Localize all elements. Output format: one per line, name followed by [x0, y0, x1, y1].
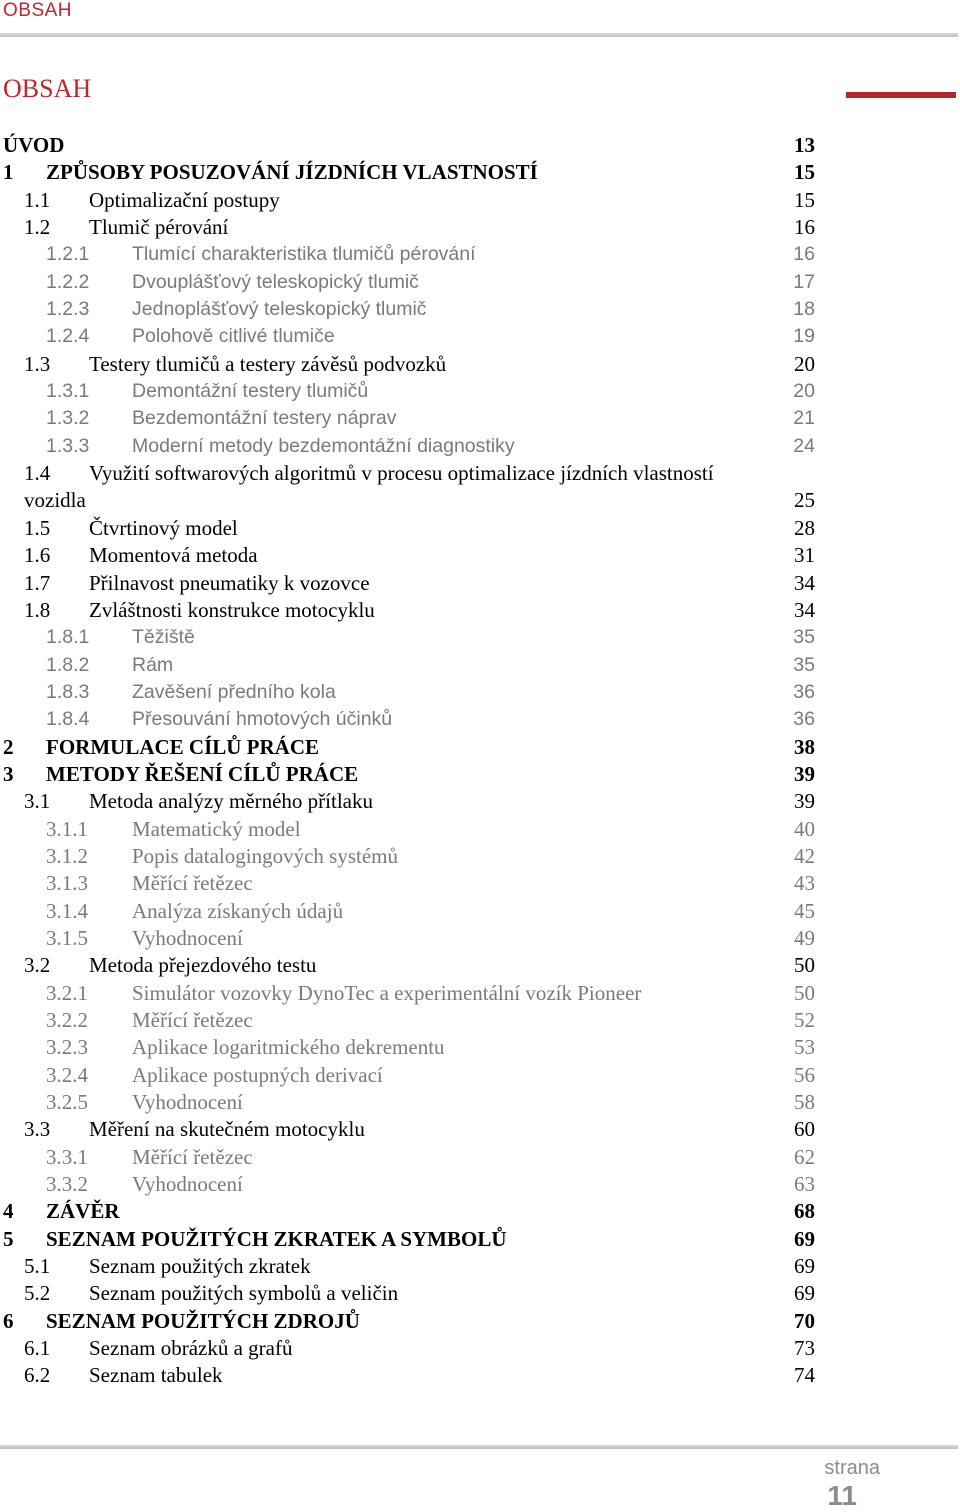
toc-entry[interactable] [0, 159, 960, 186]
toc-entry-page: 34 [794, 570, 815, 595]
toc-entry[interactable] [0, 187, 960, 214]
toc-entry-number: 1.8 [24, 597, 51, 622]
toc-entry-title: Demontážní testery tlumičů [132, 380, 369, 403]
toc-entry[interactable] [0, 1362, 960, 1389]
toc-entry[interactable] [0, 980, 960, 1007]
toc-entry[interactable] [0, 679, 960, 706]
toc-entry[interactable] [0, 1007, 960, 1034]
toc-entry-number: 3.1.2 [46, 843, 88, 868]
toc-entry-number: 3.1.3 [46, 871, 88, 896]
toc-entry-page: 16 [793, 243, 815, 266]
toc-entry-title: Optimalizační postupy [89, 187, 280, 212]
toc-entry-page: 50 [794, 953, 815, 978]
toc-entry[interactable] [0, 542, 960, 569]
footer-page-number: 11 [827, 1480, 857, 1511]
toc-entry-number: 5.2 [24, 1281, 51, 1306]
toc-entry-title: Metoda přejezdového testu [89, 953, 317, 978]
toc-entry-page: 43 [794, 871, 815, 896]
toc-entry-page: 69 [794, 1226, 815, 1251]
toc-entry[interactable] [0, 870, 960, 897]
toc-entry-title: Bezdemontážní testery náprav [132, 407, 397, 430]
toc-entry-number: 1.8.1 [46, 626, 90, 649]
toc-entry-number: 5 [3, 1226, 14, 1251]
toc-entry-number: 4 [3, 1199, 14, 1224]
toc-entry-number: 3.1.1 [46, 816, 88, 841]
toc-entry[interactable] [0, 433, 960, 460]
toc-entry-number: 3.1.5 [46, 925, 88, 950]
toc-entry-title: Tlumič pérování [89, 215, 229, 240]
header-divider [0, 33, 958, 37]
toc-entry-number: 1 [3, 160, 14, 185]
toc-entry-number: 1.1 [24, 187, 51, 212]
toc-entry-title: Polohově citlivé tlumiče [132, 325, 335, 348]
toc-entry-number: 6.1 [24, 1336, 51, 1361]
toc-entry[interactable] [0, 1062, 960, 1089]
toc-entry-page: 69 [794, 1281, 815, 1306]
footer-divider [0, 1445, 958, 1449]
toc-entry-title: ZÁVĚR [46, 1199, 120, 1224]
toc-entry-title: Tlumící charakteristika tlumičů pérování [132, 243, 476, 266]
toc-entry[interactable] [0, 132, 960, 159]
toc-entry-number: 1.8.3 [46, 680, 90, 703]
toc-entry-page: 39 [794, 789, 815, 814]
toc-entry[interactable] [0, 1280, 960, 1307]
toc-entry[interactable] [0, 597, 960, 624]
toc-entry-title: Využití softwarových algoritmů v procesu optimalizace jízdních vlastností [89, 461, 714, 486]
toc-entry-page: 19 [793, 325, 815, 348]
toc-entry-page: 20 [794, 351, 815, 376]
toc-entry-title: Popis datalogingových systémů [132, 843, 398, 868]
toc-entry[interactable] [0, 1034, 960, 1061]
toc-entry[interactable] [0, 1253, 960, 1280]
toc-entry[interactable] [0, 323, 960, 350]
toc-entry-page: 40 [794, 816, 815, 841]
toc-entry-page: 45 [794, 898, 815, 923]
toc-entry-page: 28 [794, 515, 815, 540]
toc-entry[interactable] [0, 214, 960, 241]
toc-entry[interactable] [0, 1171, 960, 1198]
toc-entry[interactable] [0, 1226, 960, 1253]
toc-entry[interactable] [0, 952, 960, 979]
toc-entry-number: 1.8.2 [46, 653, 90, 676]
toc-entry-title: Rám [132, 653, 174, 676]
toc-entry-page: 18 [793, 298, 815, 321]
toc-entry[interactable] [0, 405, 960, 432]
toc-entry-page: 38 [794, 734, 815, 759]
toc-entry[interactable] [0, 515, 960, 542]
toc-entry-page: 36 [793, 680, 815, 703]
toc-entry[interactable] [0, 269, 960, 296]
toc-entry[interactable] [0, 898, 960, 925]
toc-entry[interactable] [0, 378, 960, 405]
toc-entry-number: 1.4 [24, 461, 51, 486]
toc-entry-number: 1.2.1 [46, 243, 90, 266]
toc-entry[interactable] [0, 1335, 960, 1362]
toc-entry-number: 3.3.2 [46, 1172, 88, 1197]
toc-entry[interactable] [0, 296, 960, 323]
toc-entry-title: Čtvrtinový model [89, 515, 238, 540]
toc-entry-number: 3 [3, 761, 14, 786]
toc-entry-title: Měřící řetězec [132, 871, 253, 896]
toc-entry-number: 1.7 [24, 570, 51, 595]
toc-entry-number: 3.2.1 [46, 980, 88, 1005]
toc-entry-title: Momentová metoda [89, 543, 258, 568]
toc-entry-number: 3.3 [24, 1117, 51, 1142]
toc-entry-number: 3.1.4 [46, 898, 88, 923]
toc-entry-title: Těžiště [132, 626, 195, 649]
toc-entry-page: 15 [794, 160, 815, 185]
toc-entry-number: 1.3.2 [46, 407, 90, 430]
toc-entry-title: Moderní metody bezdemontážní diagnostiky [132, 434, 515, 457]
page-title: OBSAH [3, 74, 92, 103]
toc-entry-number: 6.2 [24, 1363, 51, 1388]
toc-entry-number: 1.6 [24, 543, 51, 568]
toc-entry-number: 1.8.4 [46, 708, 90, 731]
toc-entry-title: FORMULACE CÍLŮ PRÁCE [46, 734, 319, 759]
toc-entry[interactable] [0, 570, 960, 597]
toc-entry-page: 70 [794, 1308, 815, 1333]
toc-entry-page: 73 [794, 1336, 815, 1361]
toc-entry[interactable] [0, 487, 960, 514]
toc-entry-title: Aplikace logaritmického dekrementu [132, 1035, 445, 1060]
toc-entry-title: Vyhodnocení [132, 1172, 243, 1197]
toc-entry-title: vozidla [24, 488, 86, 513]
toc-entry-number: 6 [3, 1308, 14, 1333]
toc-entry-title: Aplikace postupných derivací [132, 1062, 383, 1087]
toc-entry-title: Dvouplášťový teleskopický tlumič [132, 270, 419, 293]
toc-entry-number: 3.2 [24, 953, 51, 978]
toc-entry-number: 1.2.2 [46, 270, 90, 293]
toc-entry[interactable] [0, 624, 960, 651]
toc-entry-title: SEZNAM POUŽITÝCH ZKRATEK A SYMBOLŮ [46, 1226, 507, 1251]
toc-entry[interactable] [0, 816, 960, 843]
toc-entry-title: SEZNAM POUŽITÝCH ZDROJŮ [46, 1308, 360, 1333]
toc-entry-number: 5.1 [24, 1254, 51, 1279]
toc-entry-page: 36 [793, 708, 815, 731]
toc-entry-number: 1.3.1 [46, 380, 90, 403]
running-header: OBSAH [3, 0, 73, 21]
toc-entry-page: 31 [794, 543, 815, 568]
toc-entry-number: ÚVOD [3, 133, 65, 157]
toc-entry-title: Jednoplášťový teleskopický tlumič [132, 298, 427, 321]
toc-entry-title: Seznam obrázků a grafů [89, 1336, 293, 1361]
toc-entry-title: Měřící řetězec [132, 1144, 253, 1169]
toc-entry[interactable] [0, 1308, 960, 1335]
toc-entry-page: 15 [794, 187, 815, 212]
toc-entry[interactable] [0, 1198, 960, 1225]
toc-entry-title: Vyhodnocení [132, 1090, 243, 1115]
toc-entry[interactable] [0, 706, 960, 733]
toc-entry-page: 16 [794, 215, 815, 240]
toc-entry-number: 1.2 [24, 215, 51, 240]
toc-entry-title: Simulátor vozovky DynoTec a experimentální vozík Pioneer [132, 980, 642, 1005]
toc-entry-title: Zavěšení předního kola [132, 680, 336, 703]
toc-entry-title: Seznam použitých zkratek [89, 1254, 311, 1279]
toc-entry-page: 34 [794, 597, 815, 622]
toc-entry[interactable] [0, 460, 960, 487]
toc-entry-title: Testery tlumičů a testery závěsů podvozků [89, 351, 447, 376]
toc-entry-page: 42 [794, 843, 815, 868]
toc-entry-page: 53 [794, 1035, 815, 1060]
toc-entry[interactable] [0, 1089, 960, 1116]
toc-entry-title: Matematický model [132, 816, 301, 841]
toc-entry-title: Měření na skutečném motocyklu [89, 1117, 365, 1142]
toc-entry-title: Zvláštnosti konstrukce motocyklu [89, 597, 375, 622]
toc-entry-page: 17 [793, 270, 815, 293]
toc-entry[interactable] [0, 843, 960, 870]
toc-entry-title: Měřící řetězec [132, 1008, 253, 1032]
toc-entry-number: 3.2.5 [46, 1090, 88, 1115]
toc-entry-page: 21 [793, 407, 815, 430]
toc-entry[interactable] [0, 652, 960, 679]
toc-entry-title: Seznam použitých symbolů a veličin [89, 1281, 399, 1306]
toc-entry-page: 52 [794, 1008, 815, 1032]
toc-entry-title: METODY ŘEŠENÍ CÍLŮ PRÁCE [46, 761, 359, 786]
toc-entry-number: 2 [3, 734, 14, 759]
toc-entry-page: 20 [793, 380, 815, 403]
toc-entry-number: 3.1 [24, 789, 51, 814]
toc-entry[interactable] [0, 925, 960, 952]
toc-entry-number: 1.3.3 [46, 434, 90, 457]
toc-entry[interactable] [0, 761, 960, 788]
toc-entry-number: 1.2.3 [46, 298, 90, 321]
toc-entry-page: 74 [794, 1363, 815, 1388]
toc-entry[interactable] [0, 241, 960, 268]
toc-entry-page: 62 [794, 1144, 815, 1169]
toc-entry-title: Vyhodnocení [132, 925, 243, 950]
footer-page-label: strana [824, 1457, 880, 1479]
table-of-contents [0, 132, 960, 1390]
toc-entry-title: Seznam tabulek [89, 1363, 223, 1388]
toc-entry-page: 25 [794, 488, 815, 513]
toc-entry-number: 3.2.4 [46, 1062, 88, 1087]
toc-entry-title: Metoda analýzy měrného přítlaku [89, 789, 373, 814]
toc-entry-title: ZPŮSOBY POSUZOVÁNÍ JÍZDNÍCH VLASTNOSTÍ [46, 160, 538, 185]
toc-entry-page: 56 [794, 1062, 815, 1087]
toc-entry-number: 1.3 [24, 351, 51, 376]
toc-entry[interactable] [0, 1116, 960, 1143]
toc-entry-page: 68 [794, 1199, 815, 1224]
title-accent-bar [846, 92, 956, 98]
toc-entry-page: 69 [794, 1254, 815, 1279]
toc-entry-page: 24 [793, 434, 815, 457]
toc-entry-page: 58 [794, 1090, 815, 1115]
toc-entry-page: 35 [793, 653, 815, 676]
toc-entry-number: 1.5 [24, 515, 51, 540]
toc-entry[interactable] [0, 734, 960, 761]
toc-entry-number: 3.2.3 [46, 1035, 88, 1060]
toc-entry-page: 60 [794, 1117, 815, 1142]
toc-entry-title: Přesouvání hmotových účinků [132, 708, 393, 731]
toc-entry-page: 50 [794, 980, 815, 1005]
toc-entry-number: 1.2.4 [46, 325, 90, 348]
toc-entry-page: 35 [793, 626, 815, 649]
toc-entry[interactable] [0, 1144, 960, 1171]
toc-entry[interactable] [0, 351, 960, 378]
toc-entry-number: 3.3.1 [46, 1144, 88, 1169]
toc-entry[interactable] [0, 788, 960, 815]
toc-entry-page: 63 [794, 1172, 815, 1197]
toc-entry-title: Přilnavost pneumatiky k vozovce [89, 570, 370, 595]
toc-entry-number: 3.2.2 [46, 1008, 88, 1032]
toc-entry-page: 39 [794, 761, 815, 786]
toc-entry-page: 49 [794, 925, 815, 950]
toc-entry-page: 13 [794, 133, 815, 157]
toc-entry-title: Analýza získaných údajů [132, 898, 344, 923]
